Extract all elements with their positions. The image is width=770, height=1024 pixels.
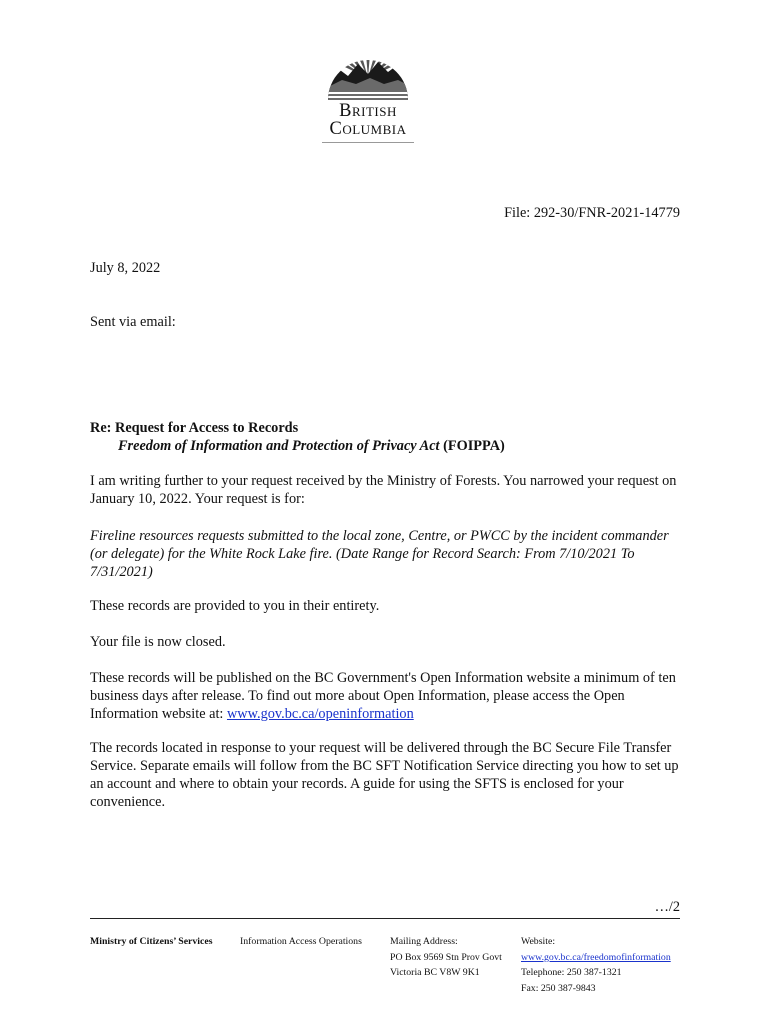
fax: Fax: 250 387-9843: [521, 982, 596, 994]
act-abbrev: (FOIPPA): [439, 438, 505, 454]
subject-act: [118, 437, 505, 455]
bc-logo-emblem-icon: [326, 44, 410, 102]
mailing-line-1: PO Box 9569 Stn Prov Govt: [390, 951, 502, 963]
sent-via-line: Sent via email:: [90, 314, 176, 330]
paragraph-file-closed: Your file is now closed.: [90, 634, 226, 650]
paragraph-request-details: Fireline resources requests submitted to the local zone, Centre, or PWCC by the incident commander (or delegate) for the White Rock Lake fire. (Date Range for Record Search: From 7/10/2021 To 7/31/2021): [90, 528, 669, 580]
subject-line: Re: Request for Access to Records: [90, 420, 299, 436]
mailing-line-2: Victoria BC V8W 9K1: [390, 967, 480, 978]
telephone: Telephone: 250 387-1321: [521, 967, 622, 978]
page-continuation: …/2: [654, 899, 680, 915]
website-label: Website:: [521, 936, 556, 947]
footer-branch: Information Access Operations: [240, 936, 362, 947]
website-link[interactable]: www.gov.bc.ca/freedomofinformation: [521, 951, 671, 963]
footer-divider: [90, 918, 680, 919]
paragraph-records-provided: These records are provided to you in their entirety.: [90, 598, 380, 614]
bc-logo: [312, 44, 424, 143]
file-reference: File: 292-30/FNR-2021-14779: [504, 205, 680, 221]
act-title: Freedom of Information and Protection of Privacy Act: [118, 438, 440, 454]
paragraph-request-intro: I am writing further to your request received by the Ministry of Forests. You narrowed your request on January 10, 2022. Your request is for:: [90, 473, 677, 507]
logo-underline: [322, 142, 414, 143]
mailing-label: Mailing Address:: [390, 936, 458, 947]
open-information-text: These records will be published on the BC Government's Open Information website a minimum of ten business days after release. To find out more about Open Information, please access the Open Information website at:: [90, 670, 676, 722]
footer-mailing-address: [390, 934, 502, 981]
footer-ministry: Ministry of Citizens’ Services: [90, 936, 213, 947]
open-information-link[interactable]: www.gov.bc.ca/openinformation: [226, 706, 414, 722]
paragraph-open-information: [90, 669, 682, 723]
letter-date: July 8, 2022: [90, 260, 161, 276]
footer-website: [521, 934, 671, 996]
logo-wordmark-british: British: [339, 101, 397, 121]
logo-wordmark-columbia: Columbia: [329, 119, 407, 139]
paragraph-sfts-delivery: The records located in response to your request will be delivered through the BC Secure File Transfer Service. Separate emails will follow from the BC SFT Notification Service directing you how to set up an account and where to obtain your records. A guide for using the SFTS is enclosed for your convenience.: [90, 740, 679, 810]
